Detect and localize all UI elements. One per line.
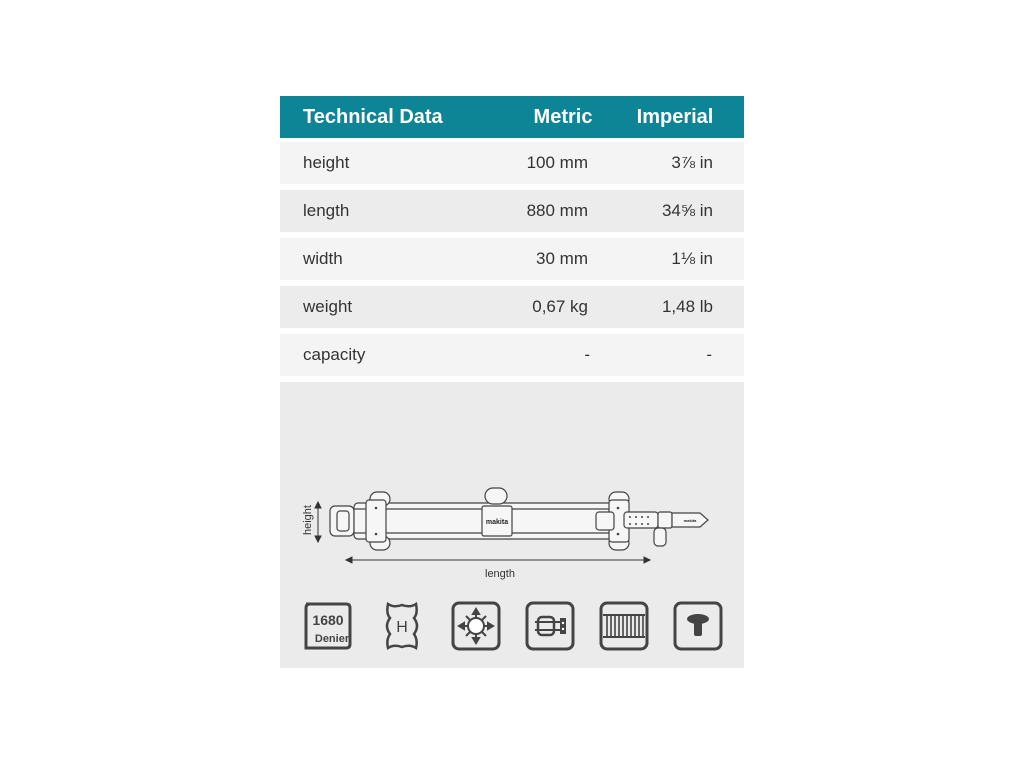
belt-figure (280, 382, 744, 668)
table-row-length (280, 190, 744, 232)
row-imperial: 1,48 lb (661, 297, 713, 316)
row-metric: 880 mm (526, 201, 588, 220)
row-imperial: 34⅝ in (661, 201, 713, 220)
brand-mark: makita (485, 519, 509, 526)
height-dimension (315, 502, 321, 542)
row-label: height (303, 153, 350, 172)
row-metric: 100 mm (526, 153, 588, 172)
rivet-icon (672, 600, 724, 652)
webbing-icon (598, 600, 650, 652)
denier-1680-icon (302, 600, 354, 652)
height-label: height (302, 505, 314, 535)
row-metric-value: - (584, 345, 590, 364)
row-label: capacity (303, 345, 366, 364)
feature-icons (302, 600, 724, 652)
leather-icon (376, 600, 428, 652)
row-label: width (303, 249, 343, 268)
table-row-width (280, 238, 744, 280)
buckle-icon (524, 600, 576, 652)
length-dimension (346, 557, 650, 563)
table-row-capacity (280, 334, 744, 376)
table-header (280, 96, 744, 138)
table-body (280, 142, 744, 376)
row-imperial: 3⅞ in (671, 153, 713, 172)
belt-body (330, 488, 708, 550)
row-label: weight (303, 297, 353, 316)
technical-data-card (280, 96, 744, 668)
reinforced-icon (450, 600, 502, 652)
svg-text:H: H (396, 619, 408, 636)
header-imperial: Imperial (636, 105, 714, 128)
row-label: length (303, 201, 350, 220)
header-metric: Metric (533, 105, 593, 128)
header-technical-data: Technical Data (303, 105, 443, 128)
table-row-weight (280, 286, 744, 328)
row-metric: 0,67 kg (532, 297, 588, 316)
row-imperial: - (706, 345, 712, 364)
svg-text:1680: 1680 (312, 612, 344, 628)
tail-brand-mark: makita (683, 518, 697, 523)
length-label: length (485, 568, 515, 580)
row-metric: 30 mm (536, 249, 588, 268)
svg-text:Denier: Denier (314, 633, 350, 645)
row-imperial: 1⅛ in (671, 249, 713, 268)
table-row-height (280, 142, 744, 184)
